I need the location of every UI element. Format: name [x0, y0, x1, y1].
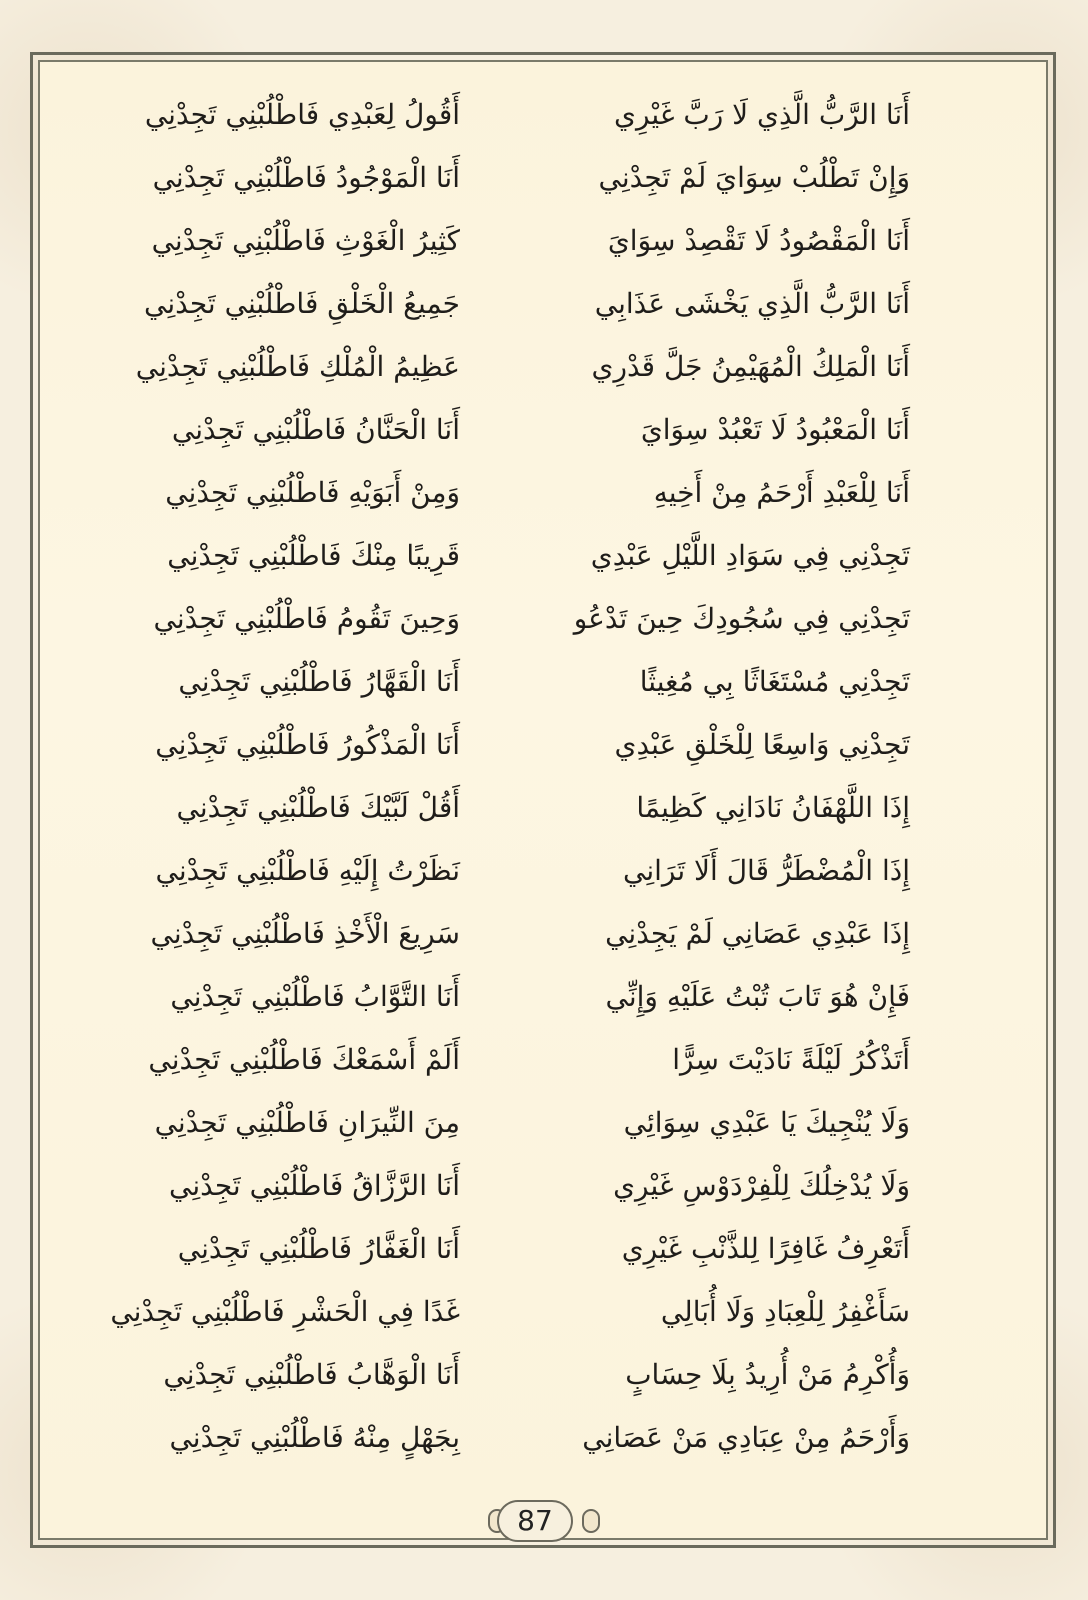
verse-row [120, 1161, 950, 1211]
verse-row [120, 720, 950, 770]
right-hemistich: أَنَا الْمَعْبُودُ لَا تَعْبُدْ سِوَايَ [640, 413, 910, 446]
right-hemistich: أَنَا الرَّبُّ الَّذِي لَا رَبَّ غَيْرِي [614, 98, 910, 131]
left-hemistich: سَرِيعَ الْأَخْذِ فَاطْلُبْنِي تَجِدْنِي [150, 917, 460, 950]
verse-row [120, 468, 950, 518]
page-number-ornament-right [582, 1509, 600, 1533]
verse-row [120, 594, 950, 644]
left-hemistich: كَثِيرُ الْغَوْثِ فَاطْلُبْنِي تَجِدْنِي [151, 224, 460, 257]
verse-row [120, 1413, 950, 1463]
poem-verses [110, 90, 950, 1490]
right-hemistich: سَأَغْفِرُ لِلْعِبَادِ وَلَا أُبَالِي [660, 1295, 910, 1328]
right-hemistich: تَجِدْنِي فِي سَوَادِ اللَّيْلِ عَبْدِي [590, 539, 910, 572]
left-hemistich: أَنَا الْقَهَّارُ فَاطْلُبْنِي تَجِدْنِي [178, 665, 460, 698]
right-hemistich: أَنَا لِلْعَبْدِ أَرْحَمُ مِنْ أَخِيهِ [653, 476, 910, 509]
verse-row [120, 216, 950, 266]
right-hemistich: أَنَا الْمَلِكُ الْمُهَيْمِنُ جَلَّ قَدْرِي [591, 350, 910, 383]
left-hemistich: أَنَا الْمَذْكُورُ فَاطْلُبْنِي تَجِدْنِي [155, 728, 460, 761]
left-hemistich: أَقُولُ لِعَبْدِي فَاطْلُبْنِي تَجِدْنِي [144, 98, 460, 131]
right-hemistich: وَإِنْ تَطْلُبْ سِوَايَ لَمْ تَجِدْنِي [598, 161, 910, 194]
verse-row [120, 342, 950, 392]
left-hemistich: أَنَا الْغَفَّارُ فَاطْلُبْنِي تَجِدْنِي [177, 1232, 460, 1265]
page-number: 87 [497, 1500, 573, 1542]
left-hemistich: قَرِيبًا مِنْكَ فَاطْلُبْنِي تَجِدْنِي [167, 539, 460, 572]
left-hemistich: مِنَ النِّيرَانِ فَاطْلُبْنِي تَجِدْنِي [154, 1106, 460, 1139]
left-hemistich: أَنَا الرَّزَّاقُ فَاطْلُبْنِي تَجِدْنِي [169, 1169, 460, 1202]
verse-row [120, 279, 950, 329]
left-hemistich: أَنَا الْحَنَّانُ فَاطْلُبْنِي تَجِدْنِي [171, 413, 460, 446]
left-hemistich: وَحِينَ تَقُومُ فَاطْلُبْنِي تَجِدْنِي [153, 602, 460, 635]
right-hemistich: وَأَرْحَمُ مِنْ عِبَادِي مَنْ عَصَانِي [582, 1421, 910, 1454]
left-hemistich: نَظَرْتُ إِلَيْهِ فَاطْلُبْنِي تَجِدْنِي [155, 854, 460, 887]
left-hemistich: وَمِنْ أَبَوَيْهِ فَاطْلُبْنِي تَجِدْنِي [165, 476, 460, 509]
verse-row [120, 846, 950, 896]
right-hemistich: وَأُكْرِمُ مَنْ أُرِيدُ بِلَا حِسَابٍ [625, 1358, 910, 1391]
right-hemistich: تَجِدْنِي فِي سُجُودِكَ حِينَ تَدْعُو [573, 602, 910, 635]
right-hemistich: إِذَا الْمُضْطَرُّ قَالَ أَلَا تَرَانِي [623, 854, 910, 887]
verse-row [120, 972, 950, 1022]
verse-row [120, 90, 950, 140]
verse-row [120, 657, 950, 707]
right-hemistich: إِذَا اللَّهْفَانُ نَادَانِي كَظِيمًا [636, 791, 910, 824]
right-hemistich: تَجِدْنِي وَاسِعًا لِلْخَلْقِ عَبْدِي [614, 728, 910, 761]
verse-row [120, 531, 950, 581]
left-hemistich: أَنَا التَّوَّابُ فَاطْلُبْنِي تَجِدْنِي [170, 980, 460, 1013]
verse-row [120, 1035, 950, 1085]
left-hemistich: أَقُلْ لَبَّيْكَ فَاطْلُبْنِي تَجِدْنِي [176, 791, 460, 824]
left-hemistich: بِجَهْلٍ مِنْهُ فَاطْلُبْنِي تَجِدْنِي [169, 1421, 460, 1454]
right-hemistich: أَتَذْكُرُ لَيْلَةً نَادَيْتَ سِرًّا [672, 1043, 910, 1076]
left-hemistich: غَدًا فِي الْحَشْرِ فَاطْلُبْنِي تَجِدْنِي [110, 1295, 460, 1328]
left-hemistich: أَنَا الْمَوْجُودُ فَاطْلُبْنِي تَجِدْنِي [152, 161, 460, 194]
verse-row [120, 1098, 950, 1148]
right-hemistich: تَجِدْنِي مُسْتَغَاثًا بِي مُغِيثًا [639, 665, 910, 698]
left-hemistich: أَلَمْ أَسْمَعْكَ فَاطْلُبْنِي تَجِدْنِي [148, 1043, 460, 1076]
verse-row [120, 405, 950, 455]
verse-row [120, 1350, 950, 1400]
verse-row [110, 1287, 950, 1337]
left-hemistich: أَنَا الْوَهَّابُ فَاطْلُبْنِي تَجِدْنِي [163, 1358, 460, 1391]
right-hemistich: وَلَا يُدْخِلُكَ لِلْفِرْدَوْسِ غَيْرِي [613, 1169, 910, 1202]
right-hemistich: وَلَا يُنْجِيكَ يَا عَبْدِي سِوَائِي [623, 1106, 910, 1139]
right-hemistich: أَتَعْرِفُ غَافِرًا لِلذَّنْبِ غَيْرِي [621, 1232, 910, 1265]
verse-row [120, 1224, 950, 1274]
left-hemistich: جَمِيعُ الْخَلْقِ فَاطْلُبْنِي تَجِدْنِي [144, 287, 460, 320]
verse-row [120, 909, 950, 959]
verse-row [120, 783, 950, 833]
left-hemistich: عَظِيمُ الْمُلْكِ فَاطْلُبْنِي تَجِدْنِي [135, 350, 460, 383]
verse-row [120, 153, 950, 203]
right-hemistich: أَنَا الرَّبُّ الَّذِي يَخْشَى عَذَابِي [594, 287, 910, 320]
right-hemistich: أَنَا الْمَقْصُودُ لَا تَقْصِدْ سِوَايَ [607, 224, 910, 257]
right-hemistich: إِذَا عَبْدِي عَصَانِي لَمْ يَجِدْنِي [605, 917, 910, 950]
right-hemistich: فَإِنْ هُوَ تَابَ تُبْتُ عَلَيْهِ وَإِنِّي [605, 980, 910, 1013]
